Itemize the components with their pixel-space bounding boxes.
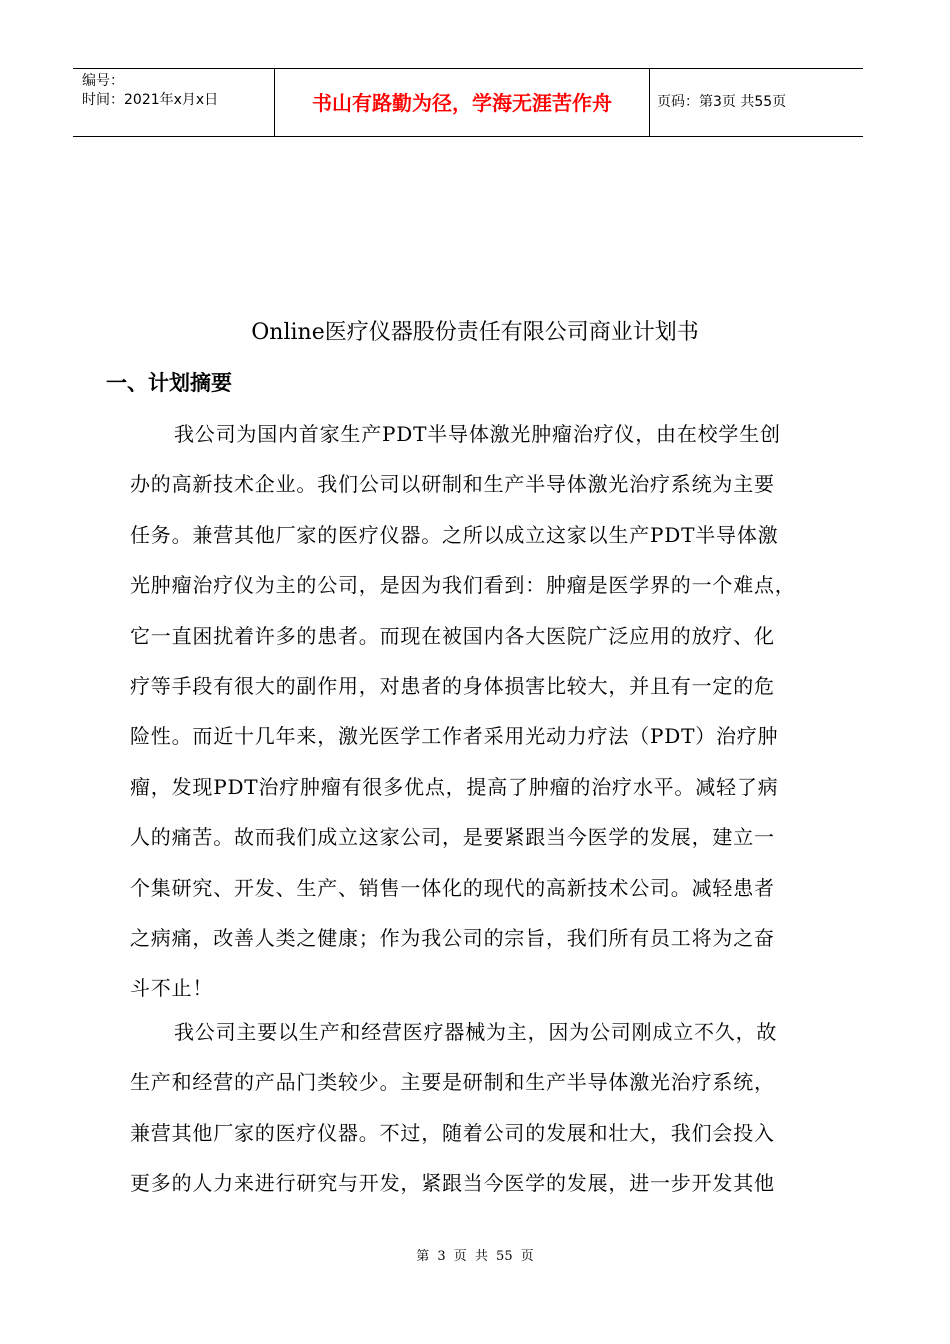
paragraph-line: 人的痛苦。故而我们成立这家公司，是要紧跟当今医学的发展，建立一 bbox=[130, 825, 775, 850]
paragraph-summary bbox=[130, 409, 850, 1014]
paragraph-line: 之病痛，改善人类之健康；作为我公司的宗旨，我们所有员工将为之奋 bbox=[130, 925, 775, 950]
header-motto-cell bbox=[275, 69, 650, 136]
document-header bbox=[73, 68, 863, 137]
paragraph-line: 个集研究、开发、生产、销售一体化的现代的高新技术公司。减轻患者 bbox=[130, 875, 775, 900]
header-page-info: 页码：第3页 共55页 bbox=[657, 94, 787, 110]
motto-text: 书山有路勤为径，学海无涯苦作舟 bbox=[312, 91, 612, 115]
page-footer: 第 3 页 共 55 页 bbox=[416, 1249, 534, 1264]
paragraph-line: 更多的人力来进行研究与开发，紧跟当今医学的发展，进一步开发其他 bbox=[130, 1171, 775, 1196]
paragraph-line: 任务。兼营其他厂家的医疗仪器。之所以成立这家以生产PDT半导体激 bbox=[130, 522, 779, 547]
date-line: 时间：2021年x月x日 bbox=[82, 92, 219, 108]
paragraph-line: 险性。而近十几年来，激光医学工作者采用光动力疗法（PDT）治疗肿 bbox=[130, 724, 779, 749]
paragraph-line: 疗等手段有很大的副作用，对患者的身体损害比较大，并且有一定的危 bbox=[130, 673, 775, 698]
header-page-cell bbox=[650, 69, 863, 136]
document-title: Online医疗仪器股份责任有限公司商业计划书 bbox=[251, 320, 699, 345]
serial-number-label: 编号： bbox=[82, 73, 124, 89]
section-heading: 一、计划摘要 bbox=[106, 371, 232, 395]
header-meta-cell bbox=[73, 69, 275, 136]
paragraph-line: 兼营其他厂家的医疗仪器。不过，随着公司的发展和壮大，我们会投入 bbox=[130, 1120, 775, 1145]
paragraph-line: 生产和经营的产品门类较少。主要是研制和生产半导体激光治疗系统， bbox=[130, 1070, 775, 1095]
paragraph-line: 瘤，发现PDT治疗肿瘤有很多优点，提高了肿瘤的治疗水平。减轻了病 bbox=[130, 774, 779, 799]
paragraph-line: 光肿瘤治疗仪为主的公司，是因为我们看到：肿瘤是医学界的一个难点， bbox=[130, 573, 796, 598]
paragraph-line: 我公司主要以生产和经营医疗器械为主，因为公司刚成立不久，故 bbox=[174, 1020, 778, 1044]
paragraph-line: 斗不止！ bbox=[130, 976, 214, 1001]
paragraph-line: 我公司为国内首家生产PDT半导体激光肿瘤治疗仪，由在校学生创 bbox=[174, 422, 781, 446]
paragraph-line: 办的高新技术企业。我们公司以研制和生产半导体激光治疗系统为主要 bbox=[130, 472, 775, 497]
paragraph-line: 它一直困扰着许多的患者。而现在被国内各大医院广泛应用的放疗、化 bbox=[130, 623, 775, 648]
paragraph-business bbox=[130, 1007, 850, 1209]
